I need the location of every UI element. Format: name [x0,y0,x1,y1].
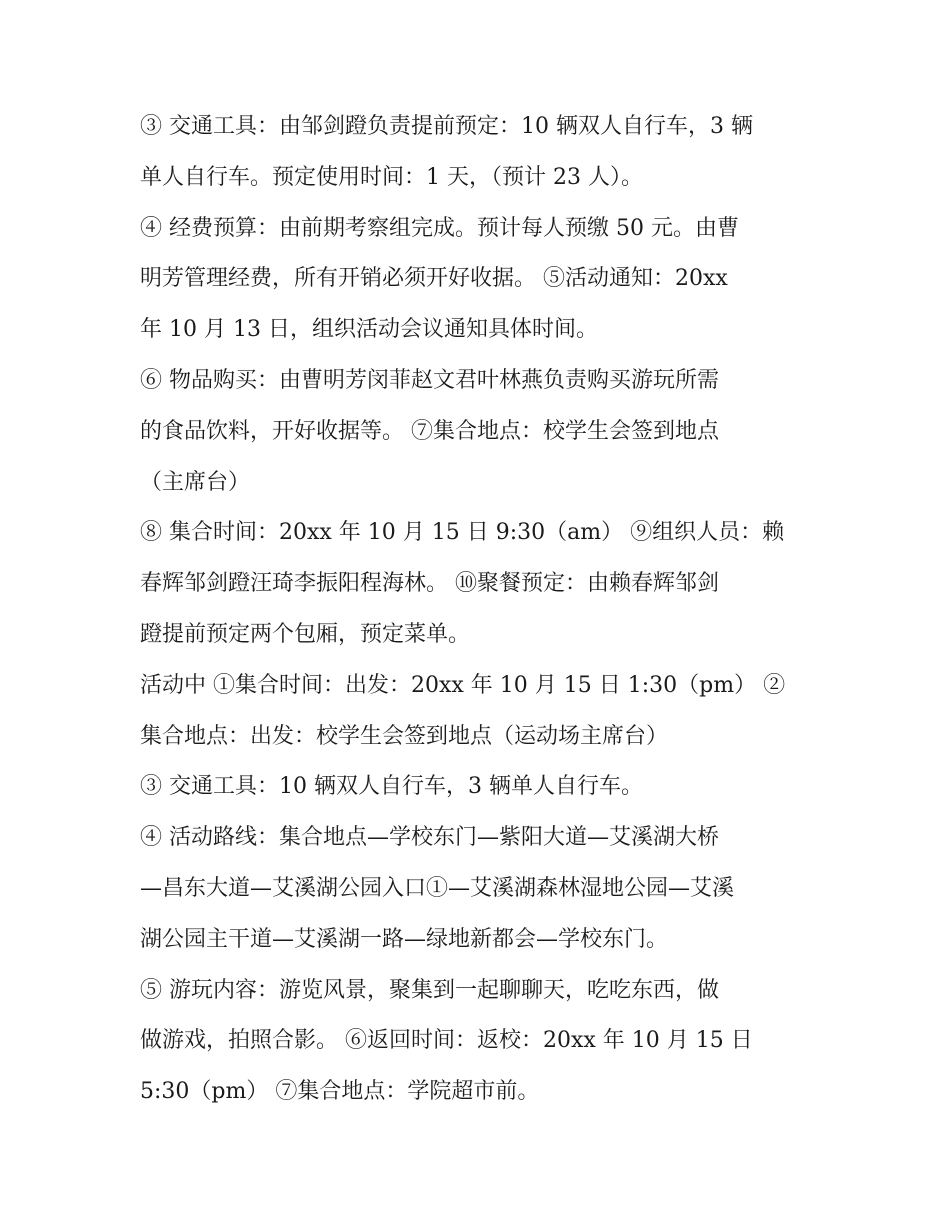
text-line: —昌东大道—艾溪湖公园入口①—艾溪湖森林湿地公园—艾溪 [140,875,735,901]
text-line: （主席台） [140,469,251,495]
text-line: 做游戏，拍照合影。 ⑥返回时间：返校：20xx 年 10 月 15 日 [140,1028,753,1054]
text-line: 湖公园主干道—艾溪湖一路—绿地新都会—学校东门。 [140,926,669,952]
text-line: ③ 交通工具：10 辆双人自行车，3 辆单人自行车。 [140,774,643,800]
text-line: ⑧ 集合时间：20xx 年 10 月 15 日 9:30（am） ⑨组织人员：赖 [140,520,785,546]
text-line: 蹬提前预定两个包厢，预定菜单。 [140,621,471,647]
text-line: 活动中 ①集合时间：出发：20xx 年 10 月 15 日 1:30（pm） ② [140,672,786,698]
text-line: ⑥ 物品购买：由曹明芳闵菲赵文君叶林燕负责购买游玩所需 [140,367,719,393]
text-line: 春辉邹剑蹬汪琦李振阳程海林。 ⑩聚餐预定：由赖春辉邹剑 [140,571,719,597]
text-line: 5:30（pm） ⑦集合地点：学院超市前。 [140,1079,540,1105]
text-line: ③ 交通工具：由邹剑蹬负责提前预定：10 辆双人自行车，3 辆 [140,114,753,139]
text-line: 明芳管理经费，所有开销必须开好收据。 ⑤活动通知：20xx [140,266,728,292]
text-line: ④ 活动路线：集合地点—学校东门—紫阳大道—艾溪湖大桥 [140,825,719,851]
text-line: 单人自行车。预定使用时间：1 天，（预计 23 人）。 [140,164,643,190]
text-line: 年 10 月 13 日，组织活动会议通知具体时间。 [140,317,598,343]
text-line: ④ 经费预算：由前期考察组完成。预计每人预缴 50 元。由曹 [140,215,739,241]
text-line: 的食品饮料，开好收据等。 ⑦集合地点：校学生会签到地点 [140,418,719,444]
document-body [140,102,830,1118]
text-line: 集合地点：出发：校学生会签到地点（运动场主席台） [140,723,669,749]
text-line: ⑤ 游玩内容：游览风景，聚集到一起聊聊天，吃吃东西，做 [140,977,719,1003]
